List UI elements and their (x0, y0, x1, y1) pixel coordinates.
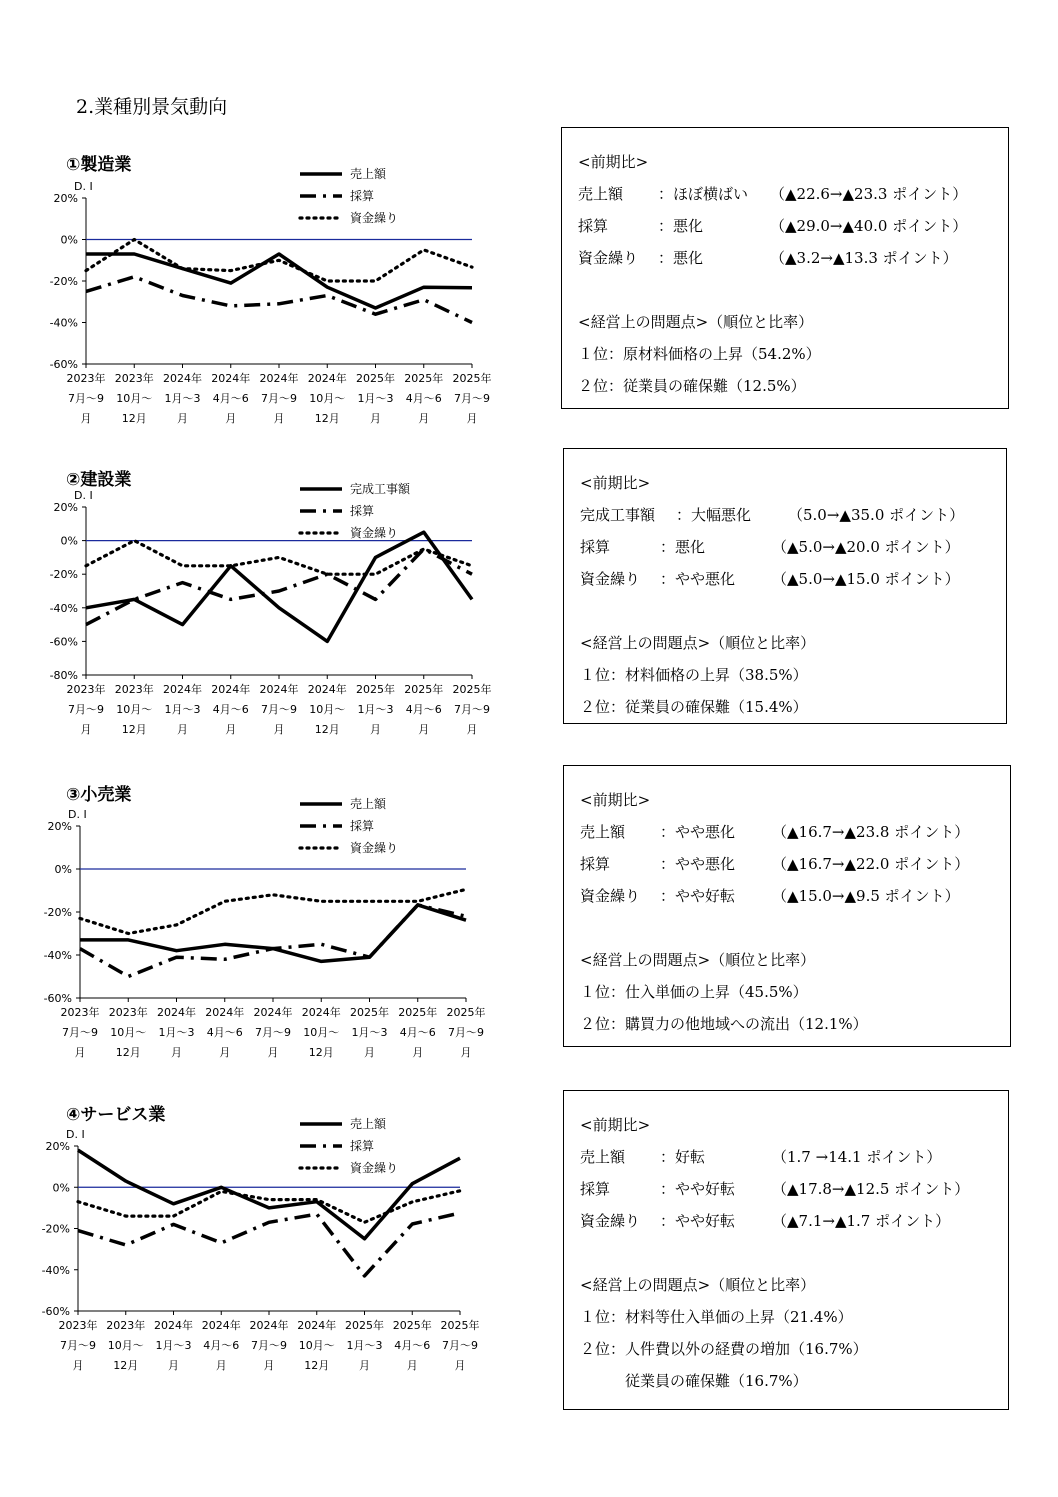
comment-line (580, 595, 1006, 627)
y-tick-label: -60% (49, 635, 78, 649)
x-tick-label: 7月～9 (454, 703, 490, 716)
x-tick-label: 7月～9 (68, 703, 104, 716)
x-tick-label: 12月 (113, 1359, 139, 1372)
series-line-3 (86, 240, 472, 282)
comment-line: １位：材料等仕入単価の上昇（21.4%） (580, 1308, 853, 1326)
y-tick-label: -40% (49, 316, 78, 330)
y-tick-label: -20% (49, 568, 78, 582)
x-tick-label: 2025年 (356, 683, 395, 696)
y-tick-label: -20% (41, 1222, 70, 1236)
x-tick-label: 7月～9 (68, 392, 104, 405)
x-tick-label: 1月～3 (357, 392, 394, 405)
comment-item: 採算 (580, 855, 611, 873)
x-tick-label: 2023年 (106, 1319, 146, 1332)
comment-line: １位：原材料価格の上昇（54.2%） (578, 345, 821, 363)
comment-change: （▲3.2→▲13.3 ポイント） (770, 249, 958, 267)
x-tick-label: 1月～3 (346, 1339, 383, 1352)
x-tick-label: 月 (406, 1359, 418, 1372)
y-tick-label: 20% (53, 192, 78, 205)
y-axis-label: D. I (68, 808, 87, 821)
x-tick-label: 2024年 (201, 1319, 241, 1332)
x-tick-label: 2025年 (440, 1319, 480, 1332)
x-tick-label: 7月～9 (442, 1339, 478, 1352)
comment-line (580, 848, 1010, 880)
comment-line (580, 563, 1006, 595)
x-tick-label: 月 (418, 412, 430, 425)
y-tick-label: -60% (49, 358, 78, 371)
x-tick-label: 月 (80, 723, 92, 736)
x-tick-label: 2023年 (60, 1006, 100, 1019)
x-tick-label: 月 (225, 723, 237, 736)
comment-change: （▲5.0→▲15.0 ポイント） (772, 570, 960, 588)
comment-status: ：やや好転 (660, 1212, 736, 1230)
x-tick-label: 4月～6 (394, 1339, 431, 1352)
x-tick-label: 12月 (304, 1359, 330, 1372)
comment-item: 資金繰り (580, 1212, 641, 1230)
x-tick-label: 2023年 (58, 1319, 98, 1332)
comment-item: 採算 (580, 538, 611, 556)
comment-status: ：やや悪化 (660, 823, 736, 841)
comment-line (580, 1237, 1008, 1269)
x-tick-label: 2024年 (163, 683, 202, 696)
y-tick-label: -20% (49, 275, 78, 288)
legend-label: 完成工事額 (350, 482, 411, 496)
x-tick-label: 月 (225, 412, 237, 425)
x-tick-label: 4月～6 (399, 1026, 436, 1039)
x-tick-label: 2024年 (259, 372, 299, 385)
chart-construction (0, 455, 520, 755)
legend-label: 採算 (350, 189, 375, 203)
series-line-1 (78, 1150, 460, 1239)
x-tick-label: 4月～6 (206, 1026, 243, 1039)
legend-label: 売上額 (350, 797, 387, 811)
y-tick-label: 0% (60, 233, 78, 247)
x-tick-label: 月 (177, 412, 188, 425)
comment-status: ：やや悪化 (660, 570, 736, 588)
legend-label: 資金繰り (350, 211, 399, 225)
comment-item: 完成工事額 (580, 506, 656, 524)
comment-line (580, 912, 1010, 944)
x-tick-label: 2024年 (307, 372, 347, 385)
x-tick-label: 月 (80, 412, 92, 425)
comment-box-construction (563, 448, 1007, 724)
x-tick-label: 2025年 (446, 1006, 486, 1019)
chart-title: ③小売業 (66, 785, 132, 805)
x-tick-label: 4月～6 (212, 703, 249, 716)
y-tick-label: 0% (60, 534, 78, 548)
series-line-1 (86, 254, 472, 308)
comment-line (580, 1173, 1008, 1205)
x-tick-label: 10月～ (303, 1026, 340, 1039)
chart-service (0, 1090, 520, 1390)
x-tick-label: 1月～3 (164, 703, 201, 716)
x-tick-label: 2025年 (398, 1006, 438, 1019)
y-tick-label: -40% (43, 949, 72, 962)
x-tick-label: 月 (370, 412, 381, 425)
legend-label: 採算 (350, 1139, 375, 1153)
comment-line: ２位：人件費以外の経費の増加（16.7%） (580, 1340, 868, 1358)
x-tick-label: 12月 (121, 723, 147, 736)
comment-status: ：やや悪化 (660, 855, 736, 873)
comment-line: <前期比> (580, 1116, 651, 1134)
comment-line (580, 816, 1010, 848)
x-tick-label: 2024年 (297, 1319, 337, 1332)
x-tick-label: 7月～9 (261, 703, 297, 716)
chart-manufacturing (0, 140, 520, 440)
series-line-2 (86, 277, 472, 323)
comment-line: <前期比> (578, 153, 649, 171)
comment-line: ２位：購買力の他地域への流出（12.1%） (580, 1015, 868, 1033)
x-tick-label: 月 (263, 1359, 275, 1372)
x-tick-label: 4月～6 (212, 392, 249, 405)
x-tick-label: 12月 (308, 1046, 334, 1059)
x-tick-label: 2024年 (211, 372, 251, 385)
series-line-2 (86, 549, 472, 625)
comment-item: 採算 (578, 217, 609, 235)
x-tick-label: 10月～ (298, 1339, 335, 1352)
comment-status: ：好転 (660, 1148, 706, 1166)
comment-line: <経営上の問題点>（順位と比率） (580, 1276, 816, 1294)
comment-item: 資金繰り (578, 249, 639, 267)
comment-box-service (563, 1090, 1009, 1410)
x-tick-label: 1月～3 (164, 392, 201, 405)
comment-line (578, 274, 1008, 306)
comment-item: 売上額 (580, 823, 626, 841)
x-tick-label: 月 (460, 1046, 472, 1059)
comment-item: 採算 (580, 1180, 611, 1198)
x-tick-label: 2024年 (154, 1319, 193, 1332)
x-tick-label: 2024年 (307, 683, 347, 696)
x-tick-label: 2023年 (114, 372, 154, 385)
legend-label: 資金繰り (350, 526, 399, 540)
comment-line (578, 242, 1008, 274)
x-tick-label: 2023年 (114, 683, 154, 696)
comment-line (580, 1141, 1008, 1173)
comment-change: （▲17.8→▲12.5 ポイント） (772, 1180, 970, 1198)
x-tick-label: 月 (370, 723, 381, 736)
x-tick-label: 月 (466, 412, 478, 425)
x-tick-label: 2024年 (211, 683, 251, 696)
comment-line (578, 178, 1008, 210)
y-axis-label: D. I (74, 489, 93, 502)
x-tick-label: 2023年 (66, 683, 106, 696)
x-tick-label: 月 (215, 1359, 227, 1372)
x-tick-label: 月 (418, 723, 430, 736)
comment-change: （▲15.0→▲9.5 ポイント） (772, 887, 960, 905)
x-tick-label: 4月～6 (203, 1339, 240, 1352)
comment-line: １位：仕入単価の上昇（45.5%） (580, 983, 808, 1001)
legend-label: 資金繰り (350, 1161, 399, 1175)
comment-item: 資金繰り (580, 570, 641, 588)
comment-line: 従業員の確保難（16.7%） (580, 1372, 808, 1390)
x-tick-label: 10月～ (110, 1026, 147, 1039)
x-tick-label: 2024年 (157, 1006, 196, 1019)
x-tick-label: 月 (359, 1359, 370, 1372)
comment-line (580, 880, 1010, 912)
x-tick-label: 10月～ (309, 703, 346, 716)
series-line-3 (80, 889, 466, 933)
comment-status: ：悪化 (658, 217, 704, 235)
x-tick-label: 月 (72, 1359, 84, 1372)
x-tick-label: 10月～ (116, 392, 153, 405)
comment-change: （▲5.0→▲20.0 ポイント） (772, 538, 960, 556)
comment-line: <前期比> (580, 474, 651, 492)
y-tick-label: -80% (49, 669, 78, 682)
chart-title: ②建設業 (66, 470, 132, 490)
y-tick-label: 20% (47, 820, 72, 833)
x-tick-label: 2025年 (356, 372, 395, 385)
x-tick-label: 2023年 (108, 1006, 148, 1019)
x-tick-label: 2024年 (259, 683, 299, 696)
x-tick-label: 月 (219, 1046, 231, 1059)
y-tick-label: -60% (43, 992, 72, 1005)
x-tick-label: 2025年 (452, 683, 492, 696)
x-tick-label: 2025年 (404, 683, 444, 696)
comment-item: 資金繰り (580, 887, 641, 905)
legend-label: 売上額 (350, 1117, 387, 1131)
chart-title: ①製造業 (66, 155, 132, 175)
comment-status: ：悪化 (660, 538, 706, 556)
y-axis-label: D. I (74, 180, 93, 193)
comment-line: <経営上の問題点>（順位と比率） (580, 634, 816, 652)
x-tick-label: 10月～ (116, 703, 153, 716)
x-tick-label: 4月～6 (405, 392, 442, 405)
y-tick-label: -40% (49, 601, 78, 615)
comment-change: （▲16.7→▲22.0 ポイント） (772, 855, 970, 873)
comment-item: 売上額 (578, 185, 624, 203)
x-tick-label: 2025年 (404, 372, 444, 385)
x-tick-label: 4月～6 (405, 703, 442, 716)
y-tick-label: 0% (52, 1181, 70, 1195)
x-tick-label: 月 (466, 723, 478, 736)
y-tick-label: 20% (53, 501, 78, 514)
comment-change: （▲29.0→▲40.0 ポイント） (770, 217, 968, 235)
y-tick-label: -60% (41, 1305, 70, 1318)
x-tick-label: 12月 (314, 412, 340, 425)
legend-label: 資金繰り (350, 841, 399, 855)
series-line-1 (86, 532, 472, 641)
x-tick-label: 2023年 (66, 372, 106, 385)
x-tick-label: 2024年 (301, 1006, 341, 1019)
x-tick-label: 7月～9 (60, 1339, 96, 1352)
comment-line: <経営上の問題点>（順位と比率） (580, 951, 816, 969)
comment-status: ：ほぼ横ばい (658, 185, 749, 203)
comment-line: ２位：従業員の確保難（15.4%） (580, 698, 808, 716)
x-tick-label: 7月～9 (62, 1026, 98, 1039)
comment-status: ：大幅悪化 (676, 506, 752, 524)
x-tick-label: 2024年 (253, 1006, 293, 1019)
comment-item: 売上額 (580, 1148, 626, 1166)
comment-change: （5.0→▲35.0 ポイント） (788, 506, 965, 524)
x-tick-label: 1月～3 (155, 1339, 192, 1352)
x-tick-label: 月 (412, 1046, 424, 1059)
chart-retail (0, 770, 520, 1070)
comment-line: <前期比> (580, 791, 651, 809)
comment-status: ：やや好転 (660, 887, 736, 905)
x-tick-label: 1月～3 (158, 1026, 195, 1039)
y-axis-label: D. I (66, 1128, 85, 1141)
x-tick-label: 10月～ (309, 392, 346, 405)
comment-change: （▲16.7→▲23.8 ポイント） (772, 823, 970, 841)
comment-line: １位：材料価格の上昇（38.5%） (580, 666, 808, 684)
x-tick-label: 月 (454, 1359, 466, 1372)
x-tick-label: 月 (171, 1046, 182, 1059)
series-line-2 (78, 1213, 460, 1276)
x-tick-label: 7月～9 (251, 1339, 287, 1352)
legend-label: 採算 (350, 819, 375, 833)
y-tick-label: -40% (41, 1263, 70, 1277)
series-line-1 (80, 905, 466, 962)
x-tick-label: 12月 (115, 1046, 141, 1059)
comment-line (580, 499, 1006, 531)
x-tick-label: 2024年 (163, 372, 202, 385)
comment-change: （▲7.1→▲1.7 ポイント） (772, 1212, 951, 1230)
x-tick-label: 月 (273, 723, 285, 736)
comment-box-retail (563, 765, 1011, 1047)
x-tick-label: 2025年 (345, 1319, 384, 1332)
comment-status: ：悪化 (658, 249, 704, 267)
y-tick-label: 20% (45, 1140, 70, 1153)
x-tick-label: 月 (177, 723, 188, 736)
x-tick-label: 2024年 (205, 1006, 245, 1019)
comment-change: （▲22.6→▲23.3 ポイント） (770, 185, 968, 203)
legend-label: 採算 (350, 504, 375, 518)
x-tick-label: 7月～9 (255, 1026, 291, 1039)
comment-line (580, 1205, 1008, 1237)
x-tick-label: 10月～ (107, 1339, 144, 1352)
x-tick-label: 2025年 (350, 1006, 389, 1019)
comment-line (580, 531, 1006, 563)
comment-line (578, 210, 1008, 242)
x-tick-label: 12月 (314, 723, 340, 736)
x-tick-label: 2025年 (392, 1319, 432, 1332)
comment-status: ：やや好転 (660, 1180, 736, 1198)
comment-line: <経営上の問題点>（順位と比率） (578, 313, 814, 331)
x-tick-label: 7月～9 (448, 1026, 484, 1039)
x-tick-label: 月 (168, 1359, 179, 1372)
x-tick-label: 7月～9 (261, 392, 297, 405)
chart-title: ④サービス業 (66, 1105, 166, 1125)
page-heading: 2.業種別景気動向 (76, 96, 228, 118)
x-tick-label: 2024年 (249, 1319, 289, 1332)
y-tick-label: -20% (43, 906, 72, 919)
x-tick-label: 12月 (121, 412, 147, 425)
legend-label: 売上額 (350, 167, 387, 181)
x-tick-label: 2025年 (452, 372, 492, 385)
y-tick-label: 0% (54, 863, 72, 876)
x-tick-label: 1月～3 (351, 1026, 388, 1039)
x-tick-label: 月 (364, 1046, 375, 1059)
x-tick-label: 1月～3 (357, 703, 394, 716)
comment-line: ２位：従業員の確保難（12.5%） (578, 377, 806, 395)
x-tick-label: 月 (267, 1046, 279, 1059)
comment-change: （1.7 →14.1 ポイント） (772, 1148, 942, 1166)
comment-box-manufacturing (561, 127, 1009, 409)
x-tick-label: 月 (74, 1046, 86, 1059)
x-tick-label: 月 (273, 412, 285, 425)
x-tick-label: 7月～9 (454, 392, 490, 405)
